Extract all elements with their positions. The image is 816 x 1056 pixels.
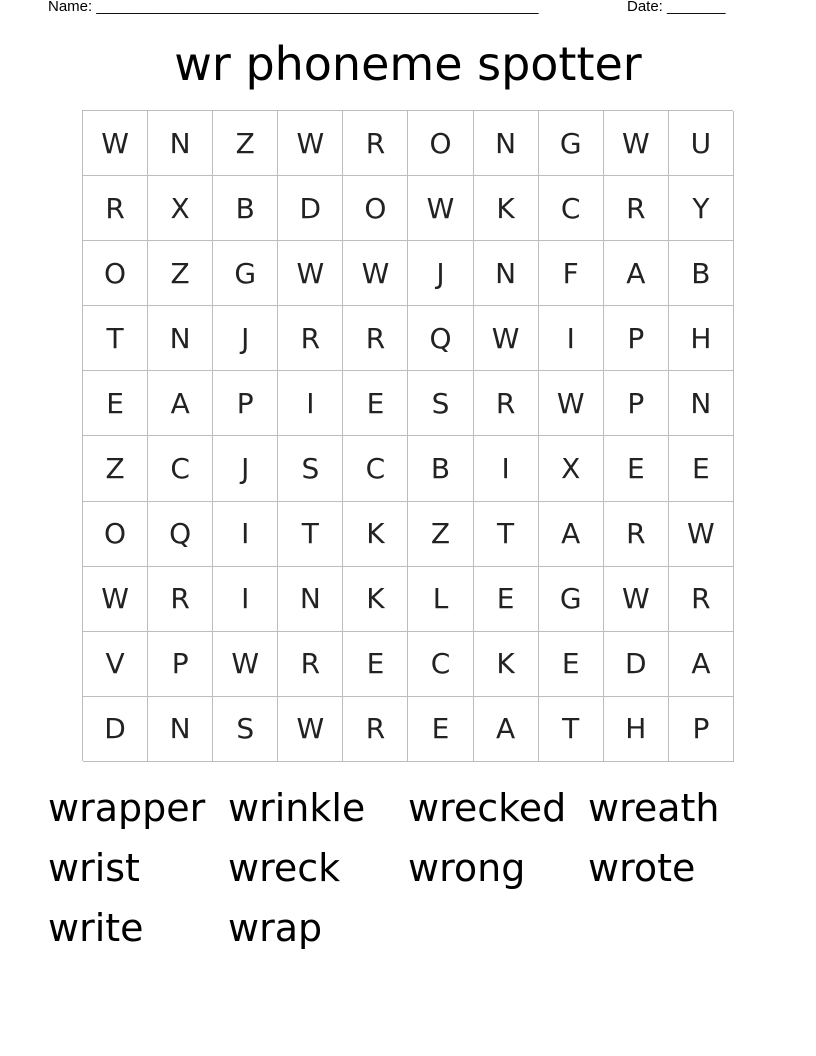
grid-cell[interactable]: N <box>474 241 539 306</box>
grid-cell[interactable]: T <box>474 502 539 567</box>
grid-cell[interactable]: W <box>539 371 604 436</box>
grid-cell[interactable]: I <box>539 306 604 371</box>
grid-cell[interactable]: O <box>343 176 408 241</box>
grid-cell[interactable]: R <box>343 697 408 762</box>
grid-cell[interactable]: W <box>408 176 473 241</box>
grid-cell[interactable]: E <box>474 567 539 632</box>
grid-cell[interactable]: G <box>213 241 278 306</box>
grid-cell[interactable]: A <box>604 241 669 306</box>
date-field-label[interactable]: Date: _______ <box>627 0 726 15</box>
grid-cell[interactable]: X <box>148 176 213 241</box>
grid-cell[interactable]: W <box>83 111 148 176</box>
grid-cell[interactable]: Z <box>408 502 473 567</box>
word-list-item: wrinkle <box>228 786 366 830</box>
grid-cell[interactable]: N <box>669 371 734 436</box>
grid-cell[interactable]: Y <box>669 176 734 241</box>
grid-cell[interactable]: S <box>278 436 343 501</box>
word-list-item: wrap <box>228 906 323 950</box>
grid-cell[interactable]: K <box>474 176 539 241</box>
grid-cell[interactable]: S <box>408 371 473 436</box>
grid-cell[interactable]: R <box>83 176 148 241</box>
word-list-item: wrecked <box>408 786 567 830</box>
grid-cell[interactable]: W <box>278 697 343 762</box>
name-field-label[interactable]: Name: _____________________________________________________ <box>48 0 539 15</box>
word-search-grid <box>82 110 733 761</box>
grid-cell[interactable]: Q <box>408 306 473 371</box>
word-list <box>48 780 768 960</box>
grid-cell[interactable]: I <box>213 502 278 567</box>
grid-cell[interactable]: B <box>669 241 734 306</box>
grid-cell[interactable]: J <box>213 306 278 371</box>
grid-cell[interactable]: J <box>408 241 473 306</box>
grid-cell[interactable]: G <box>539 111 604 176</box>
grid-cell[interactable]: E <box>343 632 408 697</box>
grid-cell[interactable]: D <box>83 697 148 762</box>
grid-cell[interactable]: S <box>213 697 278 762</box>
header-line <box>48 0 748 18</box>
grid-cell[interactable]: E <box>83 371 148 436</box>
grid-cell[interactable]: I <box>213 567 278 632</box>
word-list-item: wrote <box>588 846 696 890</box>
grid-cell[interactable]: N <box>148 306 213 371</box>
grid-cell[interactable]: T <box>83 306 148 371</box>
grid-cell[interactable]: W <box>343 241 408 306</box>
grid-cell[interactable]: E <box>669 436 734 501</box>
grid-cell[interactable]: Q <box>148 502 213 567</box>
grid-cell[interactable]: C <box>148 436 213 501</box>
grid-cell[interactable]: R <box>604 502 669 567</box>
grid-cell[interactable]: D <box>604 632 669 697</box>
grid-cell[interactable]: W <box>278 111 343 176</box>
grid-cell[interactable]: P <box>148 632 213 697</box>
grid-cell[interactable]: W <box>83 567 148 632</box>
grid-cell[interactable]: R <box>278 306 343 371</box>
grid-cell[interactable]: X <box>539 436 604 501</box>
grid-cell[interactable]: U <box>669 111 734 176</box>
grid-cell[interactable]: E <box>539 632 604 697</box>
grid-cell[interactable]: K <box>343 567 408 632</box>
grid-cell[interactable]: K <box>474 632 539 697</box>
grid-cell[interactable]: Z <box>213 111 278 176</box>
grid-cell[interactable]: D <box>278 176 343 241</box>
grid-cell[interactable]: W <box>604 111 669 176</box>
grid-cell[interactable]: I <box>474 436 539 501</box>
grid-cell[interactable]: B <box>213 176 278 241</box>
grid-cell[interactable]: A <box>148 371 213 436</box>
grid-cell[interactable]: W <box>474 306 539 371</box>
grid-cell[interactable]: Z <box>83 436 148 501</box>
grid-cell[interactable]: P <box>604 371 669 436</box>
grid-cell[interactable]: C <box>343 436 408 501</box>
grid-cell[interactable]: O <box>83 502 148 567</box>
word-list-item: wrist <box>48 846 140 890</box>
word-list-item: wreck <box>228 846 341 890</box>
grid-cell[interactable]: A <box>669 632 734 697</box>
grid-cell[interactable]: W <box>213 632 278 697</box>
grid-cell[interactable]: C <box>408 632 473 697</box>
grid-cell[interactable]: T <box>278 502 343 567</box>
grid-cell[interactable]: A <box>539 502 604 567</box>
grid-cell[interactable]: O <box>83 241 148 306</box>
grid-cell[interactable]: W <box>604 567 669 632</box>
grid-cell[interactable]: N <box>474 111 539 176</box>
grid-cell[interactable]: E <box>343 371 408 436</box>
grid-cell[interactable]: B <box>408 436 473 501</box>
grid-cell[interactable]: H <box>604 697 669 762</box>
word-list-item: wrapper <box>48 786 206 830</box>
grid-cell[interactable]: H <box>669 306 734 371</box>
grid-cell[interactable]: J <box>213 436 278 501</box>
word-list-item: write <box>48 906 144 950</box>
grid-cell[interactable]: N <box>278 567 343 632</box>
grid-cell[interactable]: P <box>213 371 278 436</box>
grid-cell[interactable]: E <box>604 436 669 501</box>
grid-cell[interactable]: C <box>539 176 604 241</box>
grid-cell[interactable]: N <box>148 697 213 762</box>
grid-cell[interactable]: L <box>408 567 473 632</box>
grid-cell[interactable]: G <box>539 567 604 632</box>
grid-cell[interactable]: T <box>539 697 604 762</box>
grid-cell[interactable]: K <box>343 502 408 567</box>
grid-cell[interactable]: W <box>669 502 734 567</box>
grid-cell[interactable]: I <box>278 371 343 436</box>
grid-cell[interactable]: R <box>474 371 539 436</box>
word-list-item: wrong <box>408 846 526 890</box>
page-title: wr phoneme spotter <box>174 37 642 91</box>
grid-cell[interactable]: E <box>408 697 473 762</box>
grid-cell[interactable]: W <box>278 241 343 306</box>
grid-cell[interactable]: F <box>539 241 604 306</box>
grid-cell[interactable]: R <box>278 632 343 697</box>
grid-cell[interactable]: A <box>474 697 539 762</box>
grid-cell[interactable]: Z <box>148 241 213 306</box>
grid-cell[interactable]: R <box>669 567 734 632</box>
grid-cell[interactable]: O <box>408 111 473 176</box>
grid-cell[interactable]: R <box>604 176 669 241</box>
grid-cell[interactable]: R <box>343 306 408 371</box>
word-list-item: wreath <box>588 786 720 830</box>
grid-cell[interactable]: R <box>343 111 408 176</box>
grid-cell[interactable]: V <box>83 632 148 697</box>
grid-cell[interactable]: P <box>669 697 734 762</box>
grid-cell[interactable]: R <box>148 567 213 632</box>
grid-cell[interactable]: N <box>148 111 213 176</box>
grid-cell[interactable]: P <box>604 306 669 371</box>
